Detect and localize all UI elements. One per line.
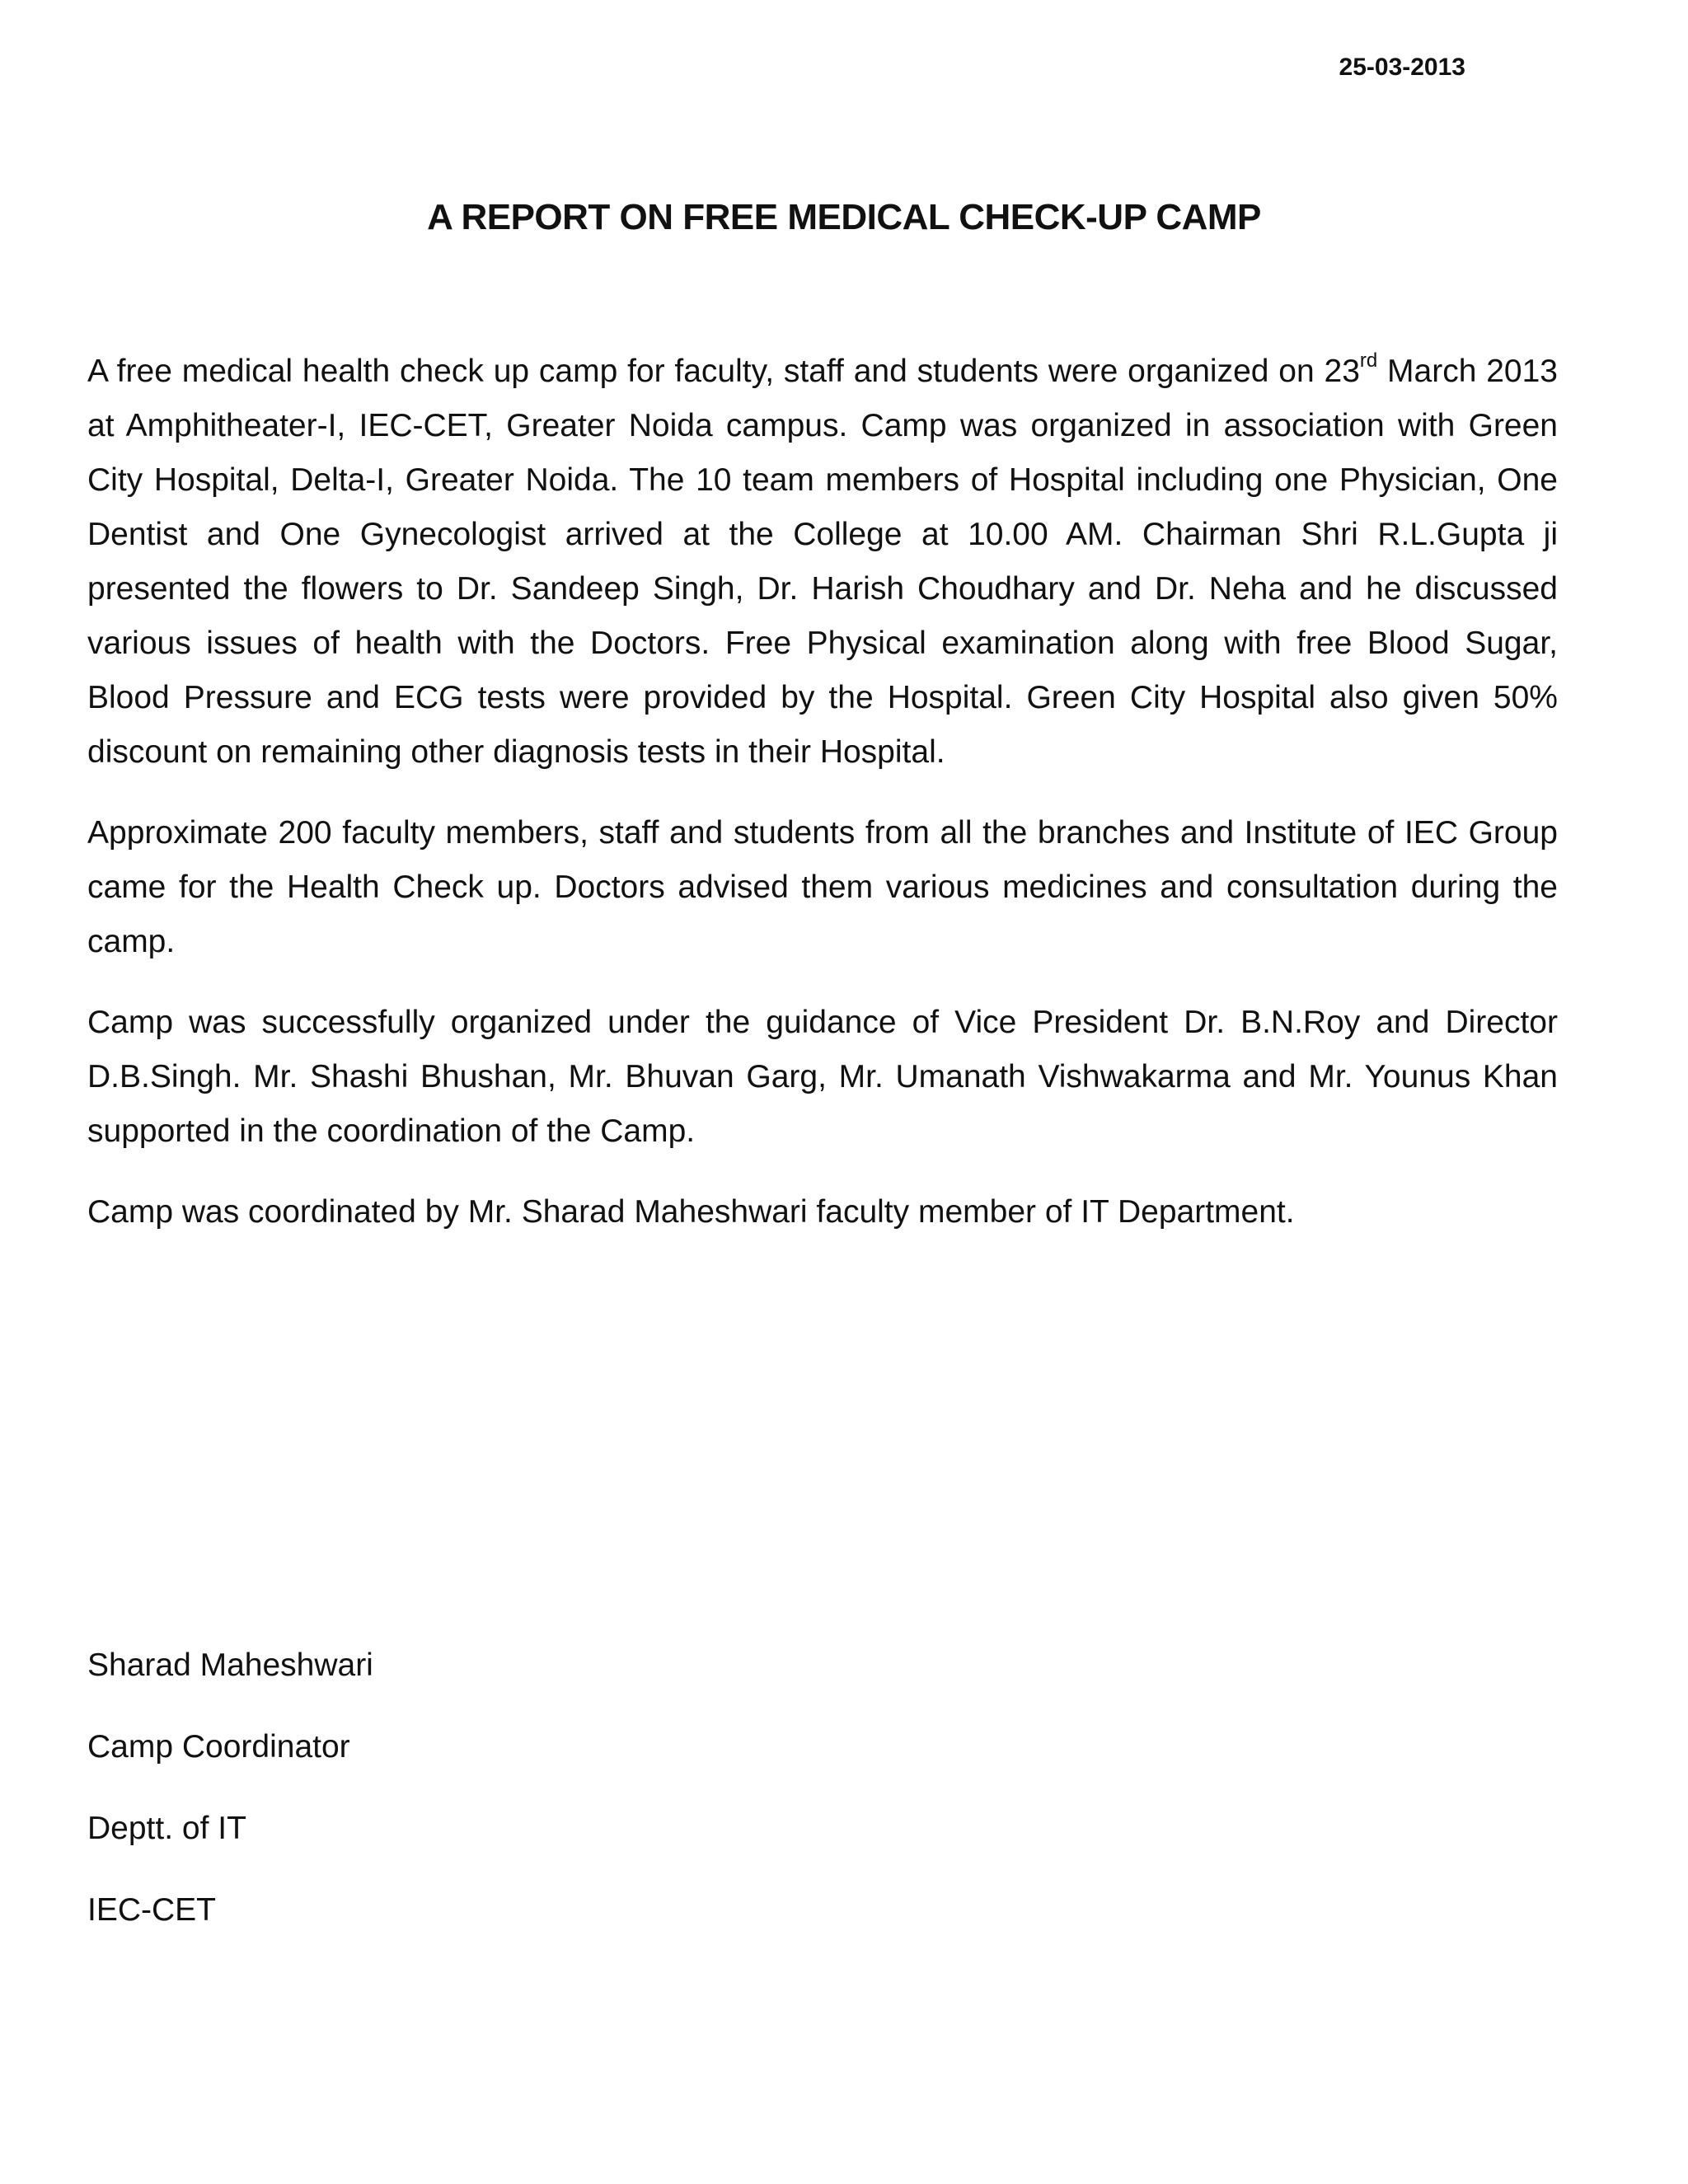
paragraph-camp-details — [87, 344, 1558, 780]
signatory-name: Sharad Maheshwari — [87, 1647, 373, 1683]
page-title: A REPORT ON FREE MEDICAL CHECK-UP CAMP — [427, 197, 1261, 237]
report-date: 25-03-2013 — [1339, 54, 1465, 81]
report-body — [87, 344, 1558, 1266]
paragraph-coordinator: Camp was coordinated by Mr. Sharad Maheshwari faculty member of IT Department. — [87, 1194, 1295, 1230]
paragraph-camp-details-start: A free medical health check up camp for faculty, staff and students were organized on 23 — [87, 354, 1360, 389]
paragraph-camp-details-rest: March 2013 at Amphitheater-I, IEC-CET, Greater Noida campus. Camp was organized in association with Green City Hospital, Delta-I, Greater Noida. The 10 team members of Hospital including one Physician, One Dentist and One Gynecologist arrived at the College at 10.00 AM. Chairman Shri R.L.Gupta ji presented the flowers to Dr. Sandeep Singh, Dr. Harish Choudhary and Dr. Neha and he discussed various issues of health with the Doctors. Free Physical examination along with free Blood Sugar, Blood Pressure and ECG tests were provided by the Hospital. Green City Hospital also given 50% discount on remaining other diagnosis tests in their Hospital. — [87, 354, 1558, 770]
signatory-department: Deptt. of IT — [87, 1811, 246, 1846]
paragraph-organizers: Camp was successfully organized under the guidance of Vice President Dr. B.N.Roy and Director D.B.Singh. Mr. Shashi Bhushan, Mr. Bhuvan Garg, Mr. Umanath Vishwakarma and Mr. Younus Khan supported in the coordination of the Camp. — [87, 1005, 1558, 1149]
paragraph-attendance: Approximate 200 faculty members, staff and students from all the branches and Institute of IEC Group came for the Health Check up. Doctors advised them various medicines and consultation during the camp. — [87, 815, 1558, 959]
ordinal-suffix: rd — [1359, 349, 1378, 372]
signatory-role: Camp Coordinator — [87, 1729, 350, 1765]
signatory-institute: IEC-CET — [87, 1892, 216, 1928]
signature-block — [87, 1645, 373, 1971]
